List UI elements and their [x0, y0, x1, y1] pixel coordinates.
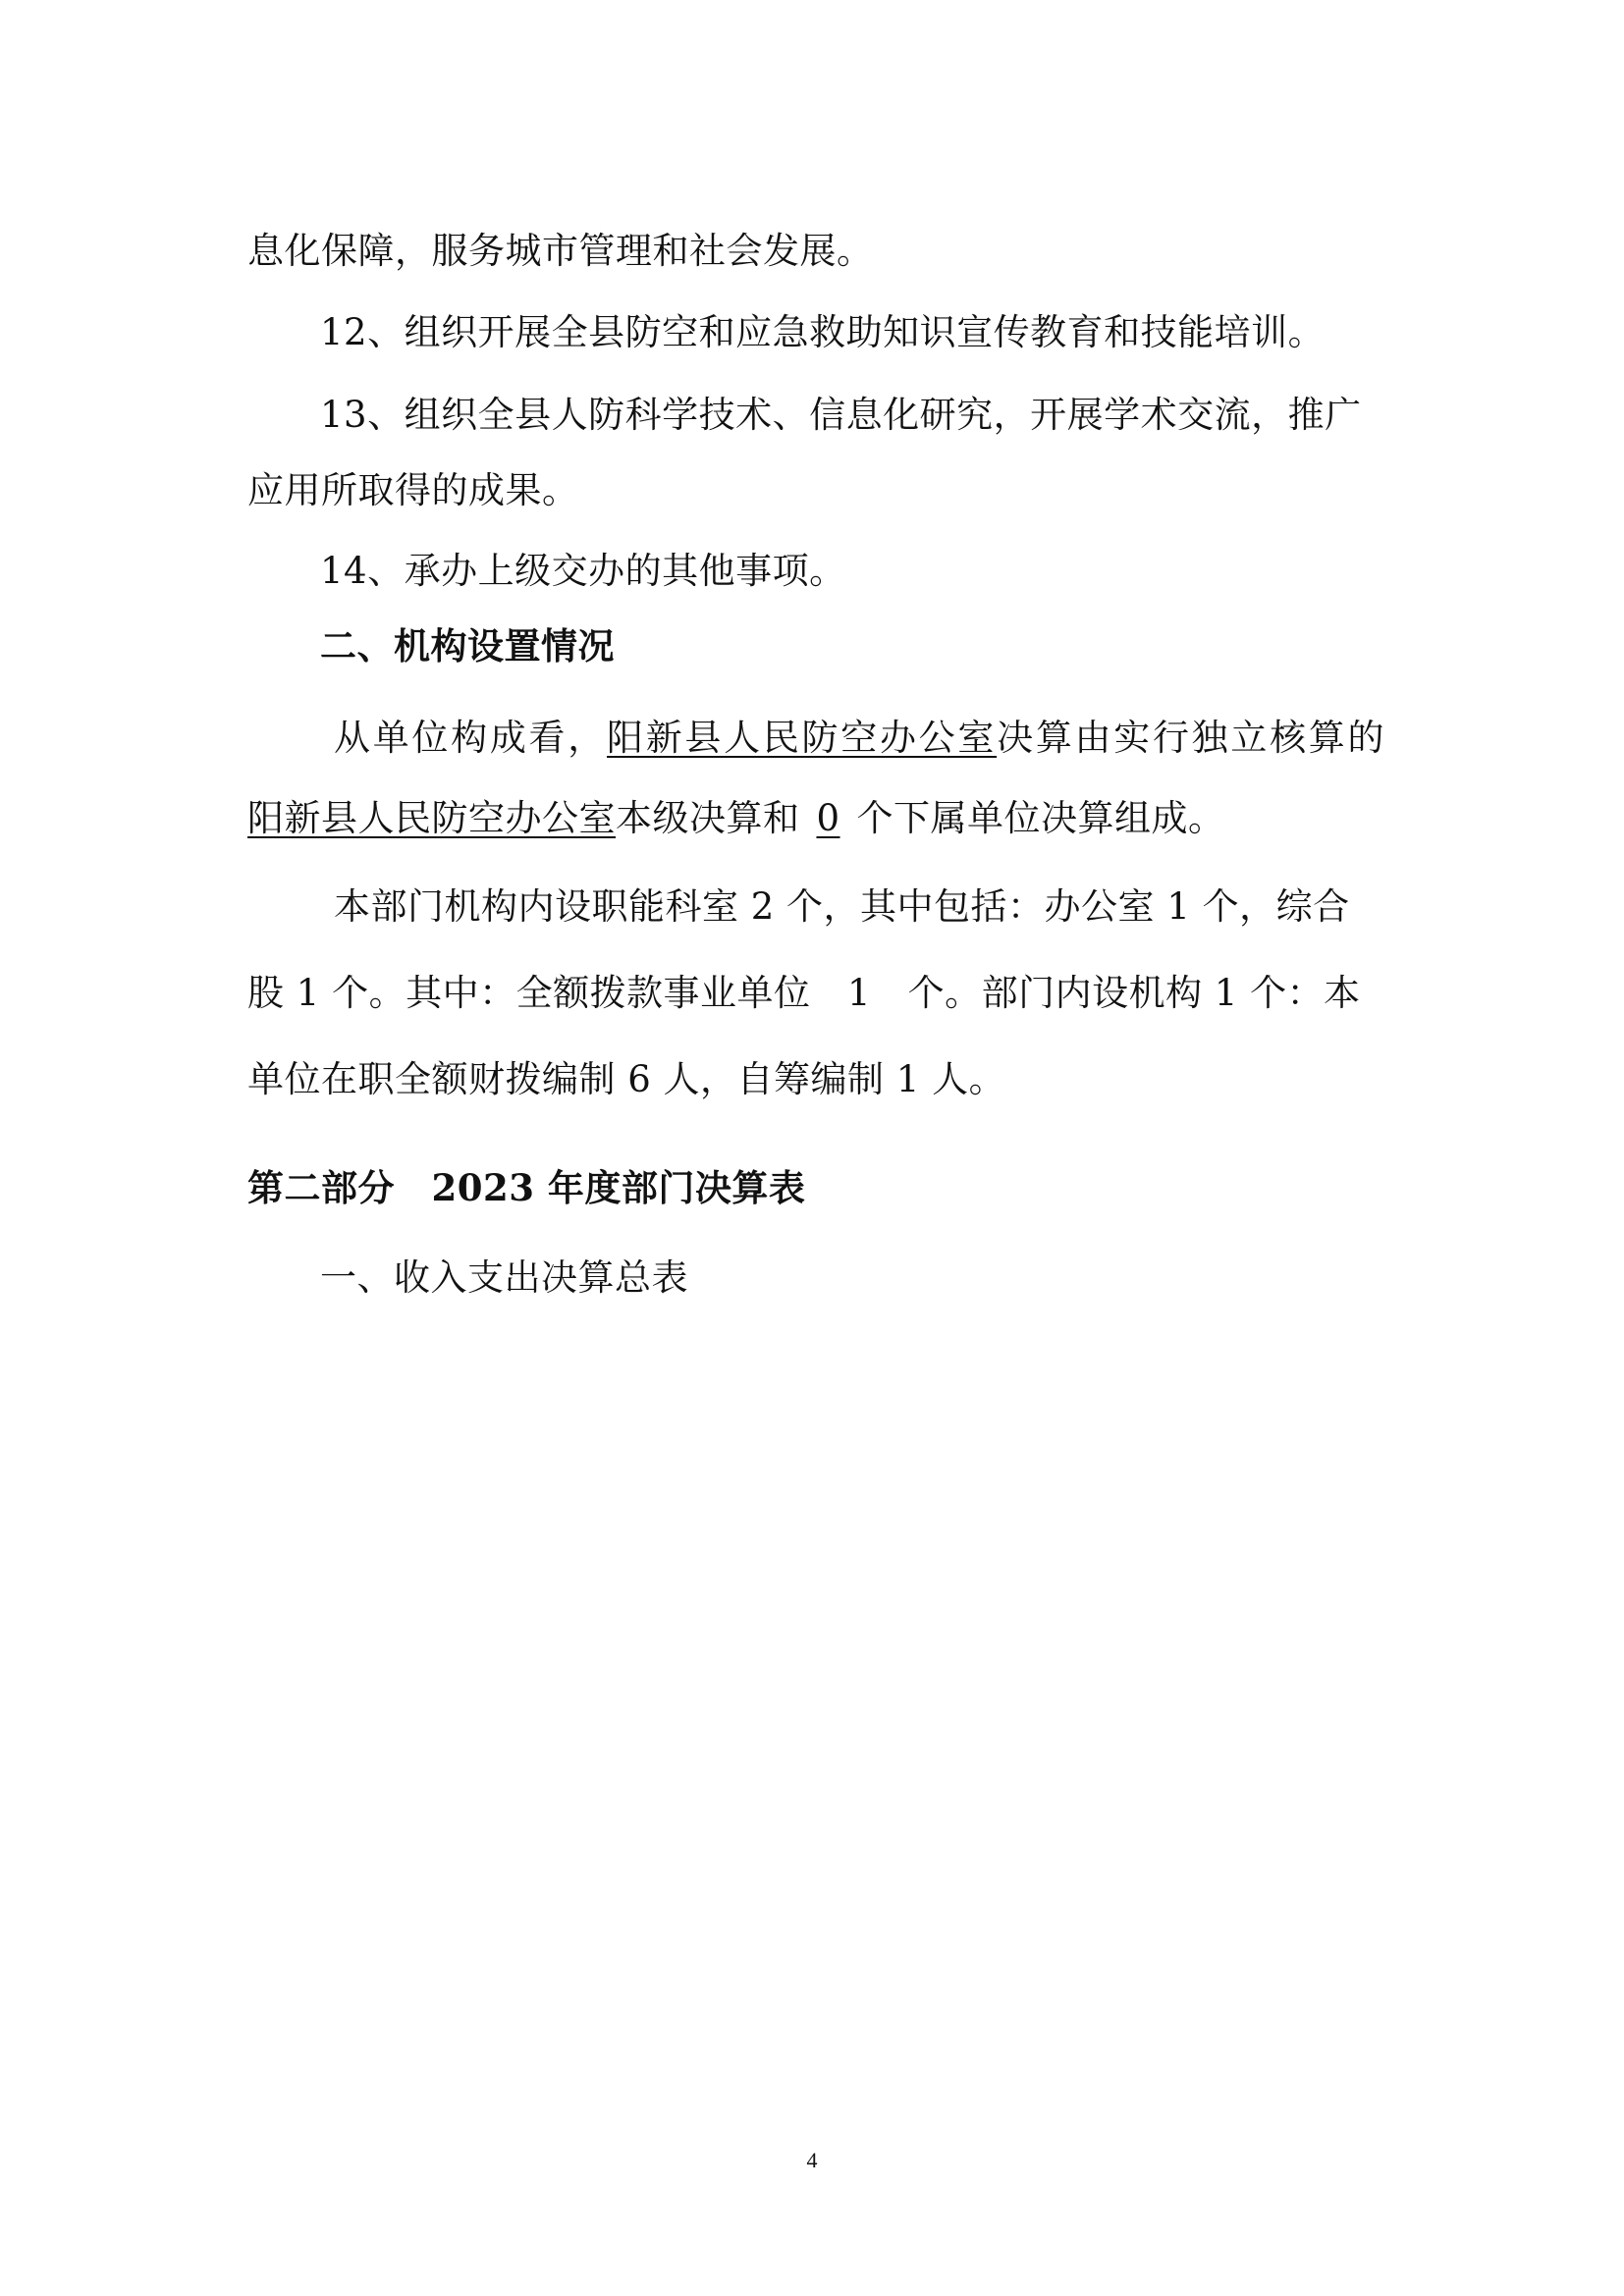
- org-paragraph-line-2: [247, 793, 1225, 844]
- unit-name: 阳新县人民防空办公室: [247, 797, 616, 839]
- org-text: 从单位构成看，: [334, 717, 607, 759]
- unit-name: 阳新县人民防空办公室: [606, 717, 998, 759]
- org-text: 本级决算和: [616, 797, 800, 839]
- paragraph-line: 13、组织全县人防科学技术、信息化研究，开展学术交流，推广: [320, 394, 1362, 436]
- paragraph-line: 12、组织开展全县防空和应急救助知识宣传教育和技能培训。: [320, 311, 1326, 353]
- part-heading: 第二部分 2023 年度部门决算表: [247, 1166, 806, 1209]
- table-heading: 一、收入支出决算总表: [320, 1256, 688, 1299]
- org-text: 个下属单位决算组成。: [856, 797, 1225, 839]
- paragraph-line: 14、承办上级交办的其他事项。: [320, 550, 846, 592]
- page-number: 4: [806, 2148, 818, 2172]
- paragraph-line: 息化保障，服务城市管理和社会发展。: [247, 230, 874, 272]
- subordinate-count: 0: [816, 797, 840, 839]
- staff-paragraph-line: 单位在职全额财拨编制 6 人，自筹编制 1 人。: [247, 1058, 1006, 1100]
- section-heading: 二、机构设置情况: [320, 624, 615, 667]
- staff-paragraph-line: 本部门机构内设职能科室 2 个，其中包括：办公室 1 个，综合: [334, 885, 1350, 928]
- staff-paragraph-line: 股 1 个。其中：全额拨款事业单位 1 个。部门内设机构 1 个：本: [247, 972, 1361, 1014]
- org-text: 决算由实行独立核算的: [997, 717, 1385, 759]
- paragraph-line: 应用所取得的成果。: [247, 469, 579, 511]
- org-paragraph-line-1: [334, 713, 1384, 764]
